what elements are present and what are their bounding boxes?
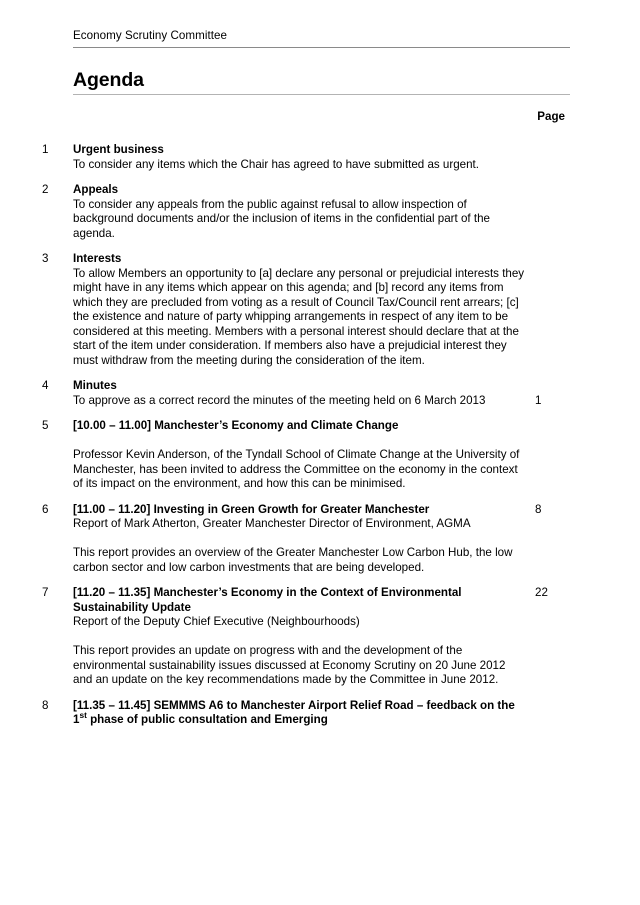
document-content (73, 0, 570, 124)
agenda-item-title: [11.00 – 11.20] Investing in Green Growth for Greater Manchester (73, 502, 430, 516)
agenda-item-title: Minutes (73, 379, 117, 392)
page-column-header: Page (537, 110, 565, 123)
agenda-item (42, 586, 640, 688)
agenda-item-description: To approve as a correct record the minutes of the meeting held on 6 March 2013 (73, 393, 486, 407)
agenda-item-title: Interests (73, 252, 122, 265)
agenda-item (42, 183, 640, 241)
agenda-item-description: To consider any appeals from the public against refusal to allow inspection of background documents and/or the inclusion of items in the confidential part of the agenda. (73, 197, 490, 240)
agenda-item-number: 6 (42, 502, 49, 516)
agenda-item-body (73, 419, 525, 492)
agenda-item-paragraph: This report provides an update on progress with and the development of the environmental sustainability issues discussed at Economy Scrutiny on 20 June 2012 and an update on the key recommendations made by the Committee in June 2012. (73, 644, 506, 686)
agenda-item-page-number (525, 143, 570, 172)
agenda-item-number: 3 (42, 252, 49, 265)
ordinal-suffix: st (79, 710, 87, 721)
page-title: Agenda (73, 69, 144, 91)
title-divider-rule (73, 94, 570, 95)
agenda-item-title: [10.00 – 11.00] Manchester’s Economy and Climate Change (73, 419, 399, 432)
agenda-item-title: Appeals (73, 183, 119, 196)
agenda-item-body (73, 379, 525, 408)
running-header-committee-name: Economy Scrutiny Committee (73, 29, 227, 42)
agenda-item (42, 419, 640, 492)
agenda-item-description: To allow Members an opportunity to [a] declare any personal or prejudicial interests they might have in any items which appear on this agenda; and [b] record any items from which they are precluded from voting as a result of Council Tax/Council rent arrears; [c] the existence and nature of party whipping arrangements in respect of any item to be considered at this meeting. Members with a personal interest should declare that at the start of the item under consideration. If members also have a prejudicial interest they must withdraw from the meeting during the consideration of the item. (73, 266, 525, 367)
agenda-item-page-number: 1 (535, 393, 542, 407)
agenda-item-title-text-continued: phase of public consultation and Emerging (86, 713, 328, 726)
agenda-item (42, 252, 640, 368)
agenda-item-body (73, 252, 525, 368)
header-divider-rule (73, 47, 570, 48)
agenda-item-title: Urgent business (73, 143, 164, 156)
agenda-item-paragraph: This report provides an overview of the Greater Manchester Low Carbon Hub, the low carbon sector and low carbon investments that are being developed. (73, 546, 513, 574)
agenda-item-title: [11.20 – 11.35] Manchester’s Economy in the Context of Environmental Sustainability Update (73, 586, 462, 614)
title-block (73, 69, 570, 95)
agenda-item-description: Report of the Deputy Chief Executive (Neighbourhoods) (73, 615, 360, 628)
agenda-item (42, 143, 640, 172)
agenda-item-description: Report of Mark Atherton, Greater Manchester Director of Environment, AGMA (73, 517, 471, 530)
agenda-item-body (73, 503, 525, 576)
agenda-item-number: 8 (42, 698, 49, 712)
agenda-item (42, 699, 640, 728)
agenda-item-paragraph: Professor Kevin Anderson, of the Tyndall School of Climate Change at the University of Manchester, has been invited to address the Committee on the economy in the context of its impact on the environment, and how this can be minimised. (73, 448, 520, 490)
agenda-item-number: 1 (42, 143, 49, 156)
agenda-item-number: 2 (42, 183, 49, 196)
agenda-item-title (73, 699, 525, 728)
agenda-item-page-number: 8 (535, 502, 542, 516)
agenda-item-page-number (525, 183, 570, 241)
agenda-item-number: 4 (42, 379, 49, 392)
agenda-item-body (73, 183, 525, 241)
agenda-item-number: 5 (42, 419, 49, 432)
agenda-item-body (73, 143, 525, 172)
agenda-item-body (73, 586, 525, 688)
agenda-item-page-number (525, 419, 570, 492)
agenda-item-page-number (525, 252, 570, 368)
agenda-item (42, 379, 640, 408)
agenda-item-body (73, 699, 525, 728)
agenda-item-page-number: 22 (535, 586, 548, 599)
agenda-item-title-text: [11.35 – 11.45] SEMMMS A6 to Manchester Airport Relief Road – feedback on the 1 (73, 698, 515, 726)
agenda-item-number: 7 (42, 586, 49, 599)
agenda-item-list (0, 143, 640, 728)
agenda-item-page-number (525, 699, 570, 728)
agenda-item (42, 503, 640, 576)
agenda-item-description: To consider any items which the Chair has agreed to have submitted as urgent. (73, 157, 480, 171)
